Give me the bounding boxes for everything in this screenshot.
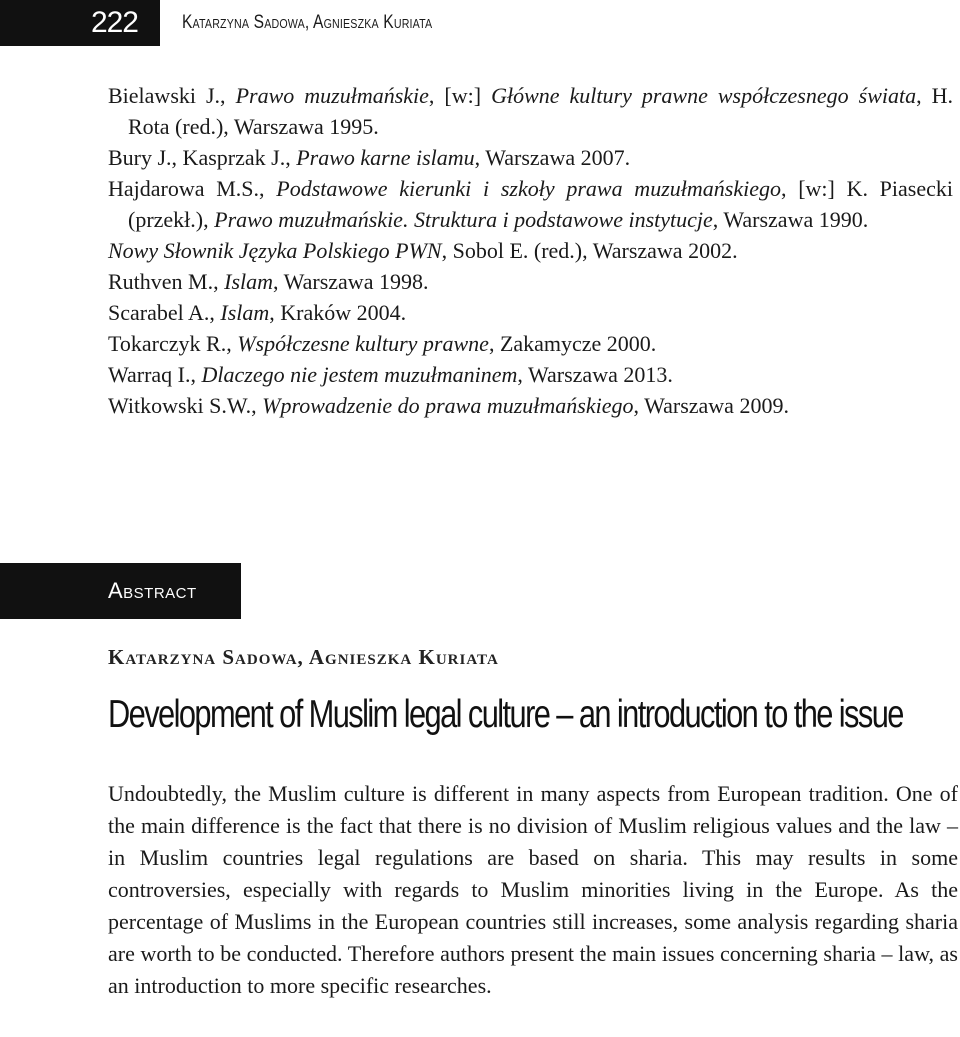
- reference-item: Nowy Słownik Języka Polskiego PWN, Sobol E. (red.), Warszawa 2002.: [108, 238, 738, 263]
- reference-item: Tokarczyk R., Współczesne kultury prawne, Zakamycze 2000.: [108, 331, 657, 356]
- abstract-authors: Katarzyna Sadowa, Agnieszka Kuriata: [108, 645, 499, 669]
- reference-item: Bielawski J., Prawo muzułmańskie, [w:] Główne kultury prawne współczesnego świata, H. Rota (red.), Warszawa 1995.: [108, 83, 954, 139]
- reference-item: Scarabel A., Islam, Kraków 2004.: [108, 300, 407, 325]
- page-number-tab: [0, 0, 160, 46]
- references-list: [108, 80, 953, 421]
- running-header-authors: Katarzyna Sadowa, Agnieszka Kuriata: [182, 12, 433, 33]
- reference-item: Bury J., Kasprzak J., Prawo karne islamu, Warszawa 2007.: [108, 145, 631, 170]
- reference-item: Warraq I., Dlaczego nie jestem muzułmaninem, Warszawa 2013.: [108, 362, 673, 387]
- reference-item: Witkowski S.W., Wprowadzenie do prawa muzułmańskiego, Warszawa 2009.: [108, 393, 789, 418]
- page-number: 222: [90, 6, 138, 39]
- reference-item: Ruthven M., Islam, Warszawa 1998.: [108, 269, 429, 294]
- reference-item: Hajdarowa M.S., Podstawowe kierunki i szkoły prawa muzułmańskiego, [w:] K. Piasecki (przekł.), Prawo muzułmańskie. Struktura i podstawowe instytucje, Warszawa 1990.: [108, 176, 953, 232]
- abstract-heading: Abstract: [108, 578, 197, 603]
- abstract-body: Undoubtedly, the Muslim culture is different in many aspects from European tradition. One of the main difference is the fact that there is no division of Muslim religious values and the law – in Muslim countries legal regulations are based on sharia. This may results in some controversies, especially with regards to Muslim minorities living in the Europe. As the percentage of Muslims in the European countries still increases, some analysis regarding sharia are worth to be conducted. Therefore authors present the main issues concerning sharia – law, as an introduction to more specific researches.: [108, 781, 958, 998]
- abstract-heading-bar: [0, 563, 241, 619]
- abstract-title: Development of Muslim legal culture – an introduction to the issue: [108, 693, 903, 736]
